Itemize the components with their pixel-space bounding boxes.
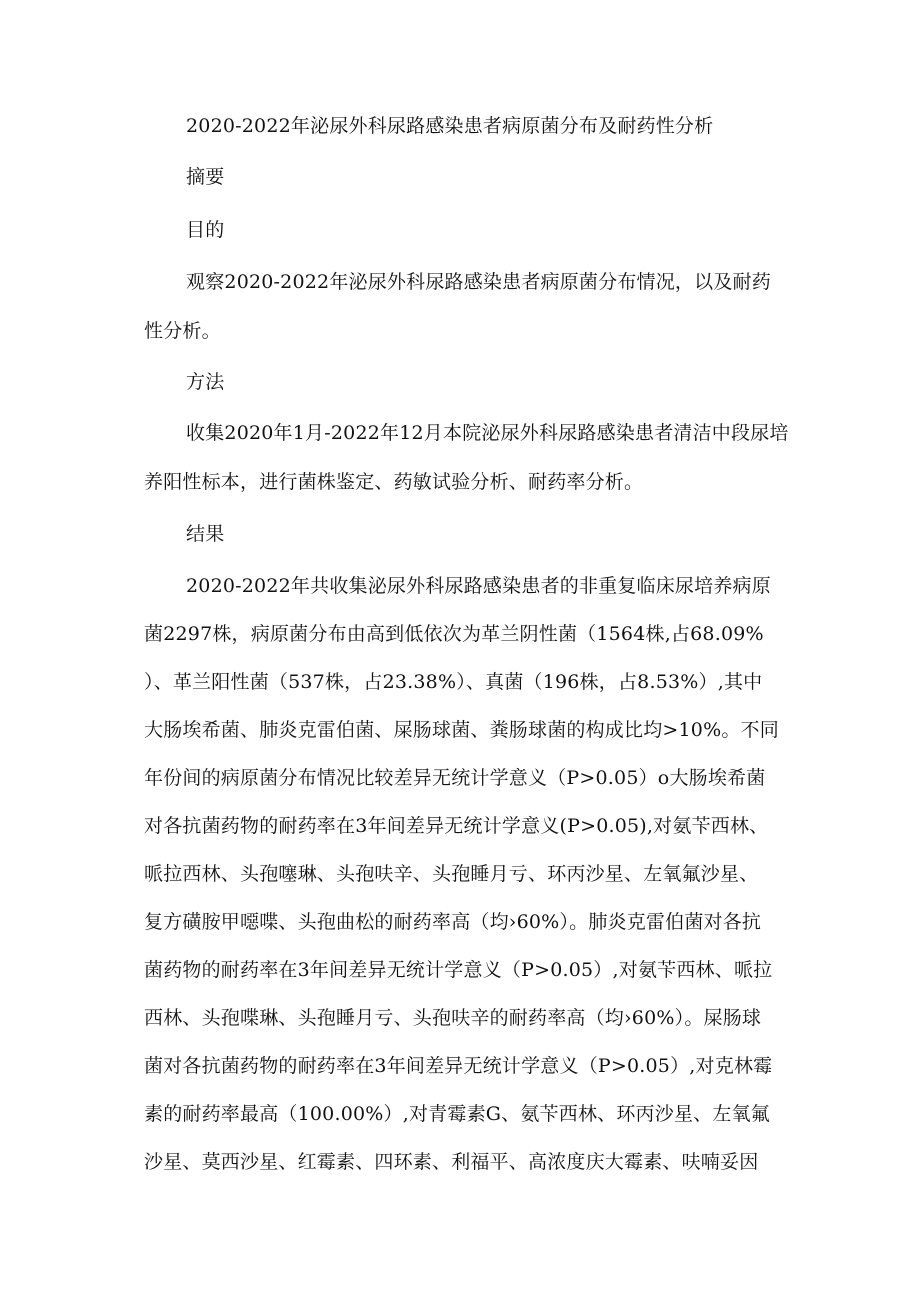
paragraph-line: 观察2020-2022年泌尿外科尿路感染患者病原菌分布情况，以及耐药 bbox=[186, 271, 771, 293]
paragraph-line: 年份间的病原菌分布情况比较差异无统计学意义（P>0.05）o大肠埃希菌 bbox=[144, 767, 766, 789]
paragraph-line: 沙星、莫西沙星、红霉素、四环素、利福平、高浓度庆大霉素、呋喃妥因 bbox=[144, 1151, 759, 1173]
paragraph-line: 养阳性标本，进行菌株鉴定、药敏试验分析、耐药率分析。 bbox=[144, 471, 644, 493]
result-heading: 结果 bbox=[186, 523, 225, 545]
paragraph-line: 收集2020年1月-2022年12月本院泌尿外科尿路感染患者清洁中段尿培 bbox=[186, 422, 789, 444]
paragraph-line: 复方磺胺甲噁喋、头孢曲松的耐药率高（均›60%）。肺炎克雷伯菌对各抗 bbox=[144, 911, 762, 933]
paragraph-line: 2020-2022年共收集泌尿外科尿路感染患者的非重复临床尿培养病原 bbox=[186, 575, 771, 597]
document-title: 2020-2022年泌尿外科尿路感染患者病原菌分布及耐药性分析 bbox=[186, 115, 714, 137]
paragraph-line: 大肠埃希菌、肺炎克雷伯菌、屎肠球菌、粪肠球菌的构成比均>10%。不同 bbox=[144, 719, 779, 741]
method-heading: 方法 bbox=[186, 371, 225, 393]
paragraph-line: 性分析。 bbox=[144, 320, 221, 342]
objective-heading: 目的 bbox=[186, 219, 225, 241]
paragraph-line: 菌对各抗菌药物的耐药率在3年间差异无统计学意义（P>0.05）,对克林霉 bbox=[144, 1055, 773, 1077]
result-paragraph bbox=[144, 572, 794, 1176]
method-paragraph bbox=[144, 419, 794, 496]
paragraph-line: 对各抗菌药物的耐药率在3年间差异无统计学意义(P>0.05),对氨苄西林、 bbox=[144, 815, 769, 837]
document-body bbox=[144, 112, 794, 1176]
objective-paragraph bbox=[144, 268, 794, 345]
paragraph-line: 菌药物的耐药率在3年间差异无统计学意义（P>0.05）,对氨苄西林、哌拉 bbox=[144, 959, 773, 981]
paragraph-line: 菌2297株，病原菌分布由高到低依次为革兰阴性菌（1564株,占68.09% bbox=[144, 623, 764, 645]
paragraph-line: 哌拉西林、头孢噻琳、头孢呋辛、头孢睡月亏、环丙沙星、左氧氟沙星、 bbox=[144, 863, 759, 885]
paragraph-line: 西林、头孢喋琳、头孢睡月亏、头孢呋辛的耐药率高（均›60%）。屎肠球 bbox=[144, 1007, 762, 1029]
abstract-heading: 摘要 bbox=[186, 166, 225, 188]
paragraph-line: 素的耐药率最高（100.00%）,对青霉素G、氨苄西林、环丙沙星、左氧氟 bbox=[144, 1103, 770, 1125]
paragraph-line: ）、革兰阳性菌（537株，占23.38%）、真菌（196株，占8.53%）,其中 bbox=[144, 671, 763, 693]
